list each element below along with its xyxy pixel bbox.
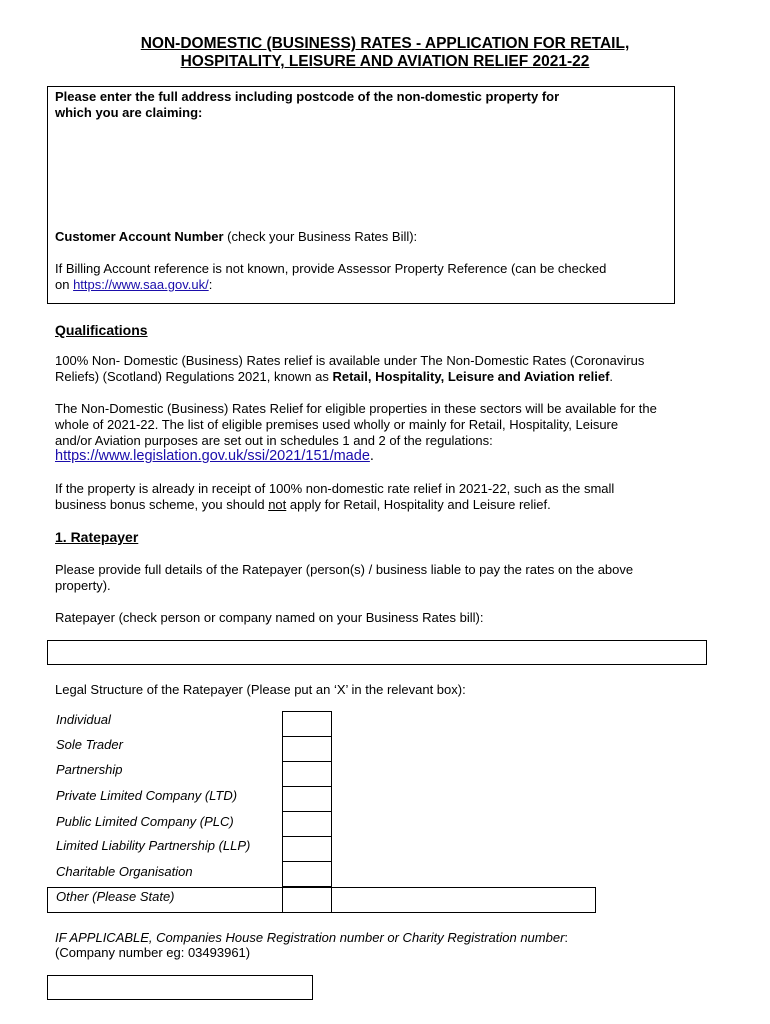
registration-example: (Company number eg: 03493961) (55, 945, 251, 960)
registration-number-field[interactable] (47, 975, 313, 1000)
registration-label (55, 930, 568, 946)
p3-prefix: business bonus scheme, you should (55, 497, 269, 512)
saa-link[interactable]: https://www.saa.gov.uk/ (73, 277, 209, 292)
ratepayer-intro-line-1: Please provide full details of the Ratepayer (person(s) / business liable to pay the rates on the above (55, 562, 634, 577)
assessor-line-1: If Billing Account reference is not known, provide Assessor Property Reference (can be checked (55, 261, 607, 276)
qualifications-p2-line-1: The Non-Domestic (Business) Rates Relief for eligible properties in these sectors will be available for the (55, 401, 657, 416)
ratepayer-intro-line-2: property). (55, 578, 111, 593)
qualifications-p2-line-3: and/or Aviation purposes are set out in schedules 1 and 2 of the regulations: (55, 433, 493, 448)
checkbox-other[interactable] (282, 887, 332, 913)
option-sole-trader: Sole Trader (56, 737, 123, 752)
checkbox-charitable[interactable] (282, 861, 332, 887)
ratepayer-heading: 1. Ratepayer (55, 529, 139, 545)
assessor-prefix: on (55, 277, 74, 292)
other-specify-field[interactable] (331, 887, 596, 913)
assessor-line-2 (55, 277, 212, 293)
checkbox-ltd[interactable] (282, 786, 332, 812)
legislation-link[interactable]: https://www.legislation.gov.uk/ssi/2021/151/made (55, 448, 370, 464)
p1-relief-name: Retail, Hospitality, Leisure and Aviation relief (332, 369, 610, 384)
assessor-suffix: : (208, 277, 213, 292)
p3-not: not (268, 497, 287, 512)
qualifications-heading: Qualifications (55, 322, 148, 338)
account-number-label (55, 229, 417, 245)
p1-suffix: . (609, 369, 614, 384)
address-prompt-line-1: Please enter the full address including postcode of the non-domestic property for (55, 89, 560, 104)
registration-label-colon: : (564, 930, 569, 945)
option-charitable: Charitable Organisation (56, 864, 193, 879)
registration-label-italic: IF APPLICABLE, Companies House Registration number or Charity Registration number (55, 930, 565, 945)
option-ltd: Private Limited Company (LTD) (56, 788, 238, 803)
link-suffix: . (369, 448, 374, 464)
ratepayer-name-label: Ratepayer (check person or company named on your Business Rates bill): (55, 610, 484, 625)
qualifications-p3-line-2 (55, 497, 551, 513)
checkbox-sole-trader[interactable] (282, 736, 332, 762)
qualifications-p1-line-1: 100% Non- Domestic (Business) Rates relief is available under The Non-Domestic Rates (Coronavirus (55, 353, 645, 368)
legal-structure-label: Legal Structure of the Ratepayer (Please put an ‘X’ in the relevant box): (55, 682, 466, 697)
qualifications-p2-line-2: whole of 2021-22. The list of eligible premises used wholly or mainly for Retail, Hospitality, Leisure (55, 417, 619, 432)
option-individual: Individual (56, 712, 111, 727)
option-llp: Limited Liability Partnership (LLP) (56, 838, 251, 853)
checkbox-plc[interactable] (282, 811, 332, 837)
account-hint: (check your Business Rates Bill): (223, 229, 418, 244)
title-line-2: HOSPITALITY, LEISURE AND AVIATION RELIEF 2021-22 (180, 53, 590, 70)
p3-suffix: apply for Retail, Hospitality and Leisure relief. (286, 497, 551, 512)
address-prompt-line-2: which you are claiming: (55, 105, 203, 120)
qualifications-p1-line-2 (55, 369, 613, 385)
option-partnership: Partnership (56, 762, 123, 777)
checkbox-llp[interactable] (282, 836, 332, 862)
title-line-1: NON-DOMESTIC (BUSINESS) RATES - APPLICATION FOR RETAIL, (140, 35, 630, 52)
ratepayer-name-field[interactable] (47, 640, 707, 665)
page-title (0, 35, 770, 71)
qualifications-p2-line-4 (55, 448, 374, 465)
option-other: Other (Please State) (56, 889, 175, 904)
qualifications-p3-line-1: If the property is already in receipt of 100% non-domestic rate relief in 2021-22, such as the small (55, 481, 615, 496)
account-label-bold: Customer Account Number (55, 229, 224, 244)
checkbox-partnership[interactable] (282, 761, 332, 787)
p1-prefix: Reliefs) (Scotland) Regulations 2021, known as (55, 369, 333, 384)
option-plc: Public Limited Company (PLC) (56, 814, 234, 829)
checkbox-individual[interactable] (282, 711, 332, 737)
